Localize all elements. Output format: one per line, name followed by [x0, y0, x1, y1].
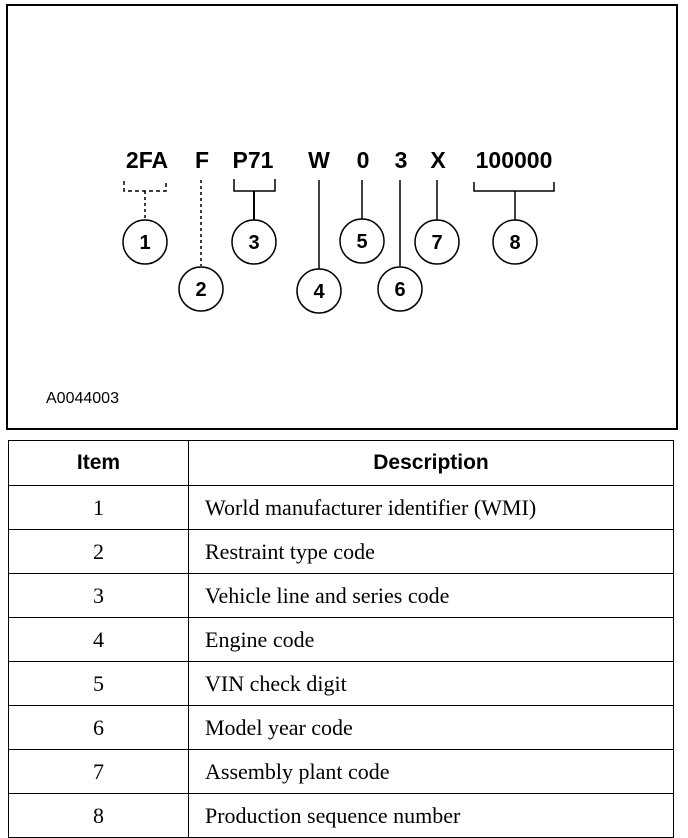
row-item: 2	[9, 530, 189, 574]
row-item: 7	[9, 750, 189, 794]
callout-label-6: 6	[394, 279, 406, 301]
callout-circles	[123, 219, 537, 313]
leader-bracket-3	[234, 179, 275, 191]
row-description: Engine code	[189, 618, 674, 662]
callout-label-4: 4	[313, 281, 325, 303]
callout-label-2: 2	[195, 279, 207, 301]
vin-table	[8, 440, 674, 838]
row-description: Production sequence number	[189, 794, 674, 838]
vin-code-model-year: 3	[394, 147, 408, 173]
leader-lines	[124, 179, 554, 269]
vin-code-wmi: 2FA	[125, 147, 169, 173]
row-description: Assembly plant code	[189, 750, 674, 794]
table-row	[9, 618, 674, 662]
vin-diagram-svg	[8, 6, 676, 428]
row-description: VIN check digit	[189, 662, 674, 706]
row-description: Restraint type code	[189, 530, 674, 574]
row-item: 4	[9, 618, 189, 662]
vin-code-check-digit: 0	[356, 147, 370, 173]
row-item: 6	[9, 706, 189, 750]
leader-bracket-8	[474, 182, 554, 191]
table-row	[9, 750, 674, 794]
callout-label-8: 8	[509, 232, 521, 254]
header-item: Item	[9, 441, 189, 486]
row-description: Vehicle line and series code	[189, 574, 674, 618]
row-item: 1	[9, 486, 189, 530]
figure-id: A0044003	[46, 390, 119, 407]
vin-code-engine: W	[308, 147, 330, 173]
callout-label-3: 3	[248, 232, 260, 254]
row-item: 3	[9, 574, 189, 618]
table-row	[9, 794, 674, 838]
callout-label-5: 5	[356, 231, 368, 253]
callout-label-1: 1	[139, 232, 151, 254]
table-row	[9, 486, 674, 530]
header-description: Description	[189, 441, 674, 486]
vin-code-sequence: 100000	[475, 147, 553, 173]
table-header-row	[9, 441, 674, 486]
row-description: World manufacturer identifier (WMI)	[189, 486, 674, 530]
vin-diagram	[6, 4, 678, 430]
row-item: 8	[9, 794, 189, 838]
callout-label-7: 7	[431, 232, 443, 254]
table-row	[9, 530, 674, 574]
table-row	[9, 662, 674, 706]
vin-code-restraint: F	[194, 147, 210, 173]
leader-bracket-1	[124, 181, 166, 191]
table-row	[9, 574, 674, 618]
row-item: 5	[9, 662, 189, 706]
table-row	[9, 706, 674, 750]
row-description: Model year code	[189, 706, 674, 750]
vin-code-plant: X	[430, 147, 446, 173]
vin-code-line-series: P71	[232, 147, 274, 173]
